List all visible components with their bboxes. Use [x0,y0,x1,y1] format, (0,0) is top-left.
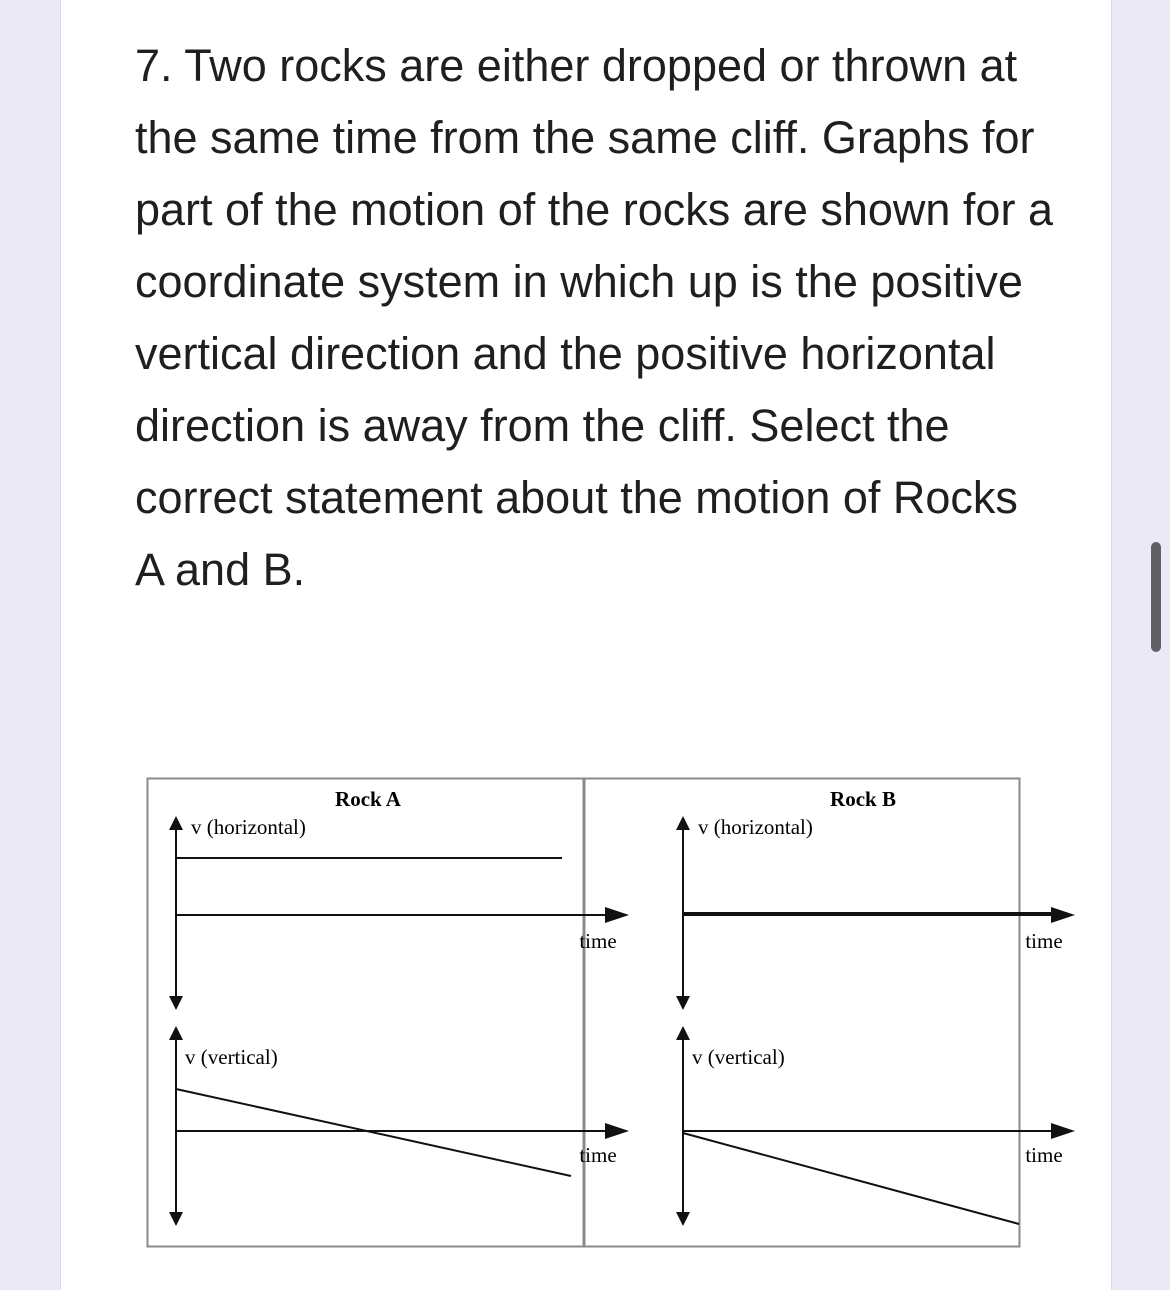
rock-b-bottom-time-label: time [1025,1143,1063,1167]
rock-a-top-y-label: v (horizontal) [191,815,306,839]
rock-a-title: Rock A [335,787,401,811]
rock-a-bottom-time-label: time [579,1143,617,1167]
scrollbar-thumb[interactable] [1151,542,1161,652]
rock-b-title: Rock B [830,787,896,811]
rock-b-top-y-label: v (horizontal) [698,815,813,839]
rock-b-top-time-label: time [1025,929,1063,953]
rock-a-bottom-y-label: v (vertical) [185,1045,278,1069]
rocks-figure [147,778,1063,1248]
question-text: 7. Two rocks are either dropped or thrown at the same time from the same cliff. Graphs for part of the motion of the rocks are shown for a coordinate system in which up is the positive vertical direction and the positive horizontal direction is away from the cliff. Select the correct statement about the motion of Rocks A and B. [135,40,1053,595]
rock-b-top-time-arrow [1051,907,1075,923]
rock-b-bottom-time-arrow [1051,1123,1075,1139]
rock-a-frame [148,779,584,1247]
rock-a-top-time-label: time [579,929,617,953]
rock-b-frame [585,779,1020,1247]
content-card [60,0,1112,1290]
rocks-graph-svg [147,778,1063,1248]
rock-b-bottom-y-label: v (vertical) [692,1045,785,1069]
